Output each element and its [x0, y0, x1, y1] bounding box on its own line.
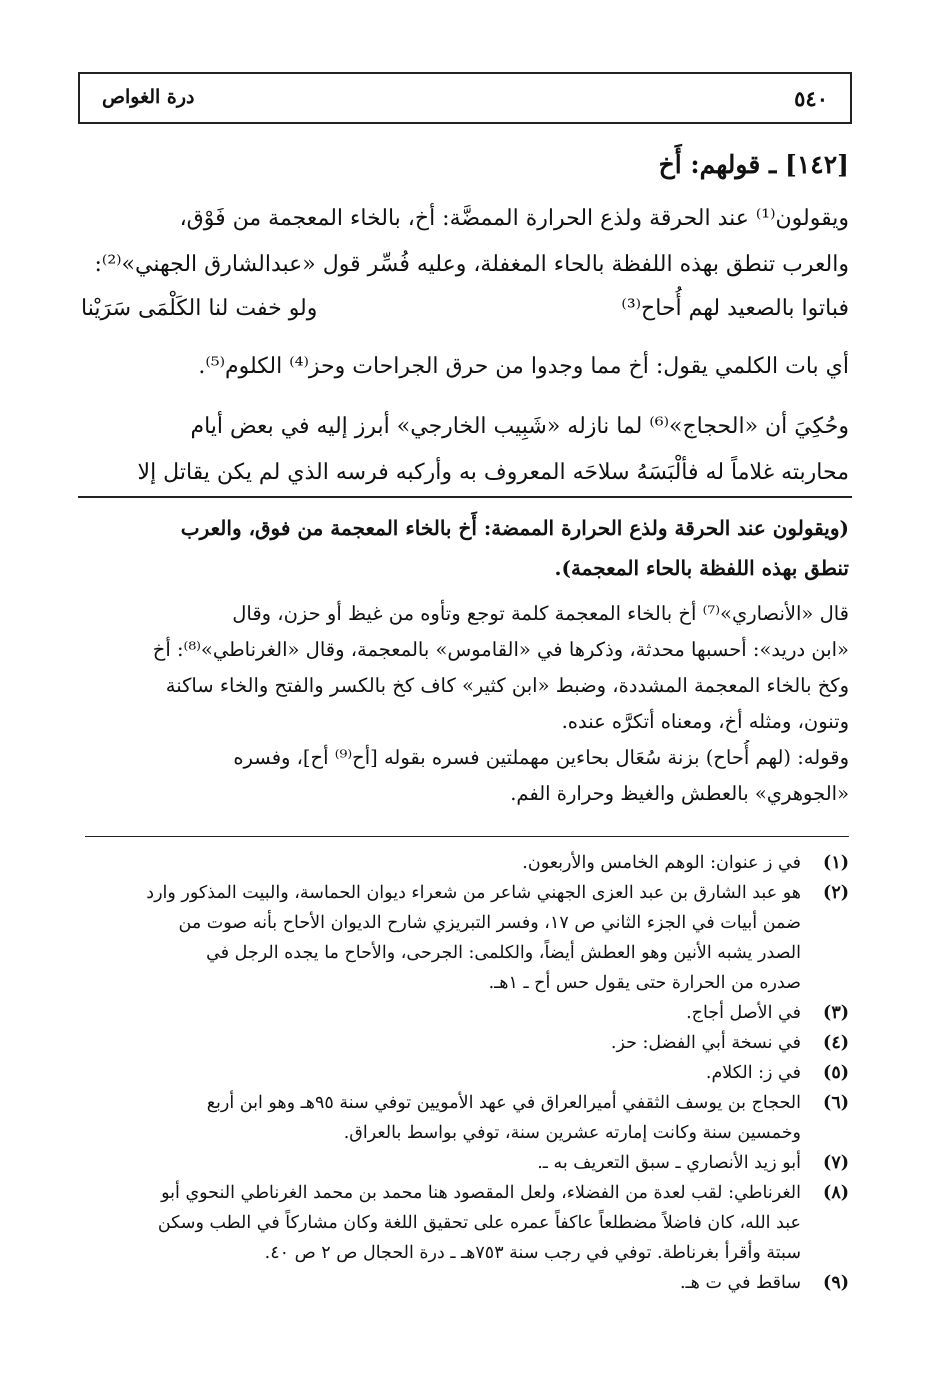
footnote-line: ساقط في ت هـ. — [679, 1273, 801, 1293]
footnote — [81, 1268, 849, 1298]
narrative-paragraph — [81, 404, 849, 496]
footnote-line: هو عبد الشارق بن عبد العزى الجهني شاعر من شعراء ديوان الحماسة، والبيت المذكور وارد — [146, 883, 801, 903]
footnote-number: (١) — [823, 853, 849, 873]
footnote-text — [81, 1028, 801, 1058]
verse-second-hemistich: ولو خفت لنا الكَلْمَى سَرَيْنا — [81, 296, 318, 321]
main-paragraph — [81, 196, 849, 288]
footnote-line: في ز عنوان: الوهم الخامس والأربعون. — [522, 853, 801, 873]
footnote-line: الحجاج بن يوسف الثقفي أميرالعراق في عهد الأمويين توفي سنة ٩٥هـ وهو ابن أربع — [206, 1093, 801, 1113]
footnote — [81, 878, 849, 998]
footnote-text — [81, 998, 801, 1028]
footnote — [81, 1148, 849, 1178]
footnote-text — [81, 848, 801, 878]
section-heading: [١٤٢] ـ قولهم: أَخ — [658, 150, 849, 179]
footnote-line: الصدر يشبه الأنين وهو العطش أيضاً، والكلمى: الجرحى، والأحاح ما يجده الرجل في — [206, 943, 801, 963]
footnotes-section — [81, 848, 849, 1298]
commentary-quote — [81, 508, 849, 588]
footnote-number: (٢) — [823, 883, 849, 903]
footnote-line: وخمسين سنة وكانت إمارته عشرين سنة، توفي بواسط بالعراق. — [343, 1123, 801, 1143]
commentary-line: تنطق بهذه اللفظة بالحاء المعجمة). — [554, 556, 849, 580]
commentary-line: (ويقولون عند الحرقة ولذع الحرارة الممضة: أَخ بالخاء المعجمة من فوق، والعرب — [180, 516, 849, 540]
commentary-line: «ابن دريد»: أحسبها محدثة، وذكرها في «القاموس» بالمعجمة، وقال «الغرناطي»⁽⁸⁾: أخ — [152, 638, 849, 661]
footnote-number: (٨) — [823, 1183, 849, 1203]
verse-explanation — [81, 344, 849, 390]
divider-rule — [78, 496, 852, 498]
footnote-line: ضمن أبيات في الجزء الثاني ص ١٧، وفسر التبريزي شارح الديوان الأحاح بأنه صوت من — [178, 913, 801, 933]
footnote — [81, 998, 849, 1028]
commentary-line: وكخ بالخاء المعجمة المشددة، وضبط «ابن كثير» كاف كخ بالكسر والفتح والخاء ساكنة — [165, 674, 849, 697]
footnote-separator — [85, 836, 849, 837]
footnote-line: أبو زيد الأنصاري ـ سبق التعريف به ـ. — [537, 1153, 801, 1173]
main-line: ويقولون⁽¹⁾ عند الحرقة ولذع الحرارة الممضَّة: أخ، بالخاء المعجمة من فَوْق، — [179, 206, 849, 231]
footnote-number: (٤) — [823, 1033, 849, 1053]
footnote-line: في نسخة أبي الفضل: حز. — [610, 1033, 801, 1053]
footnote-number: (٣) — [823, 1003, 849, 1023]
footnote-number: (٥) — [823, 1063, 849, 1083]
footnote — [81, 1058, 849, 1088]
footnote — [81, 1028, 849, 1058]
footnote-line: صدره من الحرارة حتى يقول حس أح ـ ١هـ. — [488, 973, 801, 993]
commentary-line: «الجوهري» بالعطش والغيظ وحرارة الفم. — [510, 782, 849, 805]
commentary-line: وتنون، ومثله أخ، ومعناه أتكرَّه عنده. — [561, 710, 849, 733]
main-line: أي بات الكلمي يقول: أخ مما وجدوا من حرق الجراحات وحز⁽⁴⁾ الكلوم⁽⁵⁾. — [198, 354, 849, 379]
commentary-line: قال «الأنصاري»⁽⁷⁾ أخ بالخاء المعجمة كلمة توجع وتأوه من غيظ أو حزن، وقال — [232, 602, 849, 625]
main-line: وحُكِيَ أن «الحجاج»⁽⁶⁾ لما نازله «شَبِيب الخارجي» أبرز إليه في بعض أيام — [190, 414, 849, 439]
main-line: والعرب تنطق بهذه اللفظة بالحاء المغفلة، وعليه فُسِّر قول «عبدالشارق الجهني»⁽²⁾: — [94, 252, 849, 277]
book-title: درة الغواص — [102, 86, 195, 108]
footnote — [81, 1088, 849, 1148]
footnote-line: الغرناطي: لقب لعدة من الفضلاء، ولعل المقصود هنا محمد بن محمد الغرناطي النحوي أبو — [161, 1183, 801, 1203]
commentary-line: وقوله: (لهم أُحاح) بزنة سُعَال بحاءين مهملتين فسره بقوله [أح⁽⁹⁾ أح]، وفسره — [233, 746, 849, 769]
footnote-text — [81, 1058, 801, 1088]
footnote-number: (٦) — [823, 1093, 849, 1113]
poetry-verse — [81, 296, 849, 342]
footnote-line: في الأصل أجاج. — [686, 1003, 801, 1023]
footnote-line: سبتة وأقرأ بغرناطة. توفي في رجب سنة ٧٥٣هـ ـ درة الحجال ص ٢ ص ٤٠. — [264, 1243, 801, 1263]
footnote-text — [81, 1148, 801, 1178]
verse-first-hemistich: فباتوا بالصعيد لهم أُحاح⁽³⁾ — [621, 296, 849, 321]
footnote-text — [81, 1268, 801, 1298]
footnote — [81, 848, 849, 878]
footnote-text — [81, 1088, 801, 1148]
running-header — [78, 72, 852, 124]
footnote-text — [81, 1178, 801, 1268]
footnote — [81, 1178, 849, 1268]
main-line: محاربته غلاماً له فألْبَسَهُ سلاحَه المعروف به وأركبه فرسه الذي لم يكن يقاتل إلا — [137, 460, 849, 485]
commentary-paragraph — [81, 596, 849, 740]
footnote-number: (٧) — [823, 1153, 849, 1173]
commentary-paragraph — [81, 740, 849, 812]
footnote-line: عبد الله، كان فاضلاً مضطلعاً عاكفاً عمره على تحقيق اللغة وكان مشاركاً في الطب وسكن — [157, 1213, 801, 1233]
footnote-line: في ز: الكلام. — [705, 1063, 801, 1083]
footnote-number: (٩) — [823, 1273, 849, 1293]
footnote-text — [81, 878, 801, 998]
page-number: ٥٤٠ — [794, 86, 828, 111]
